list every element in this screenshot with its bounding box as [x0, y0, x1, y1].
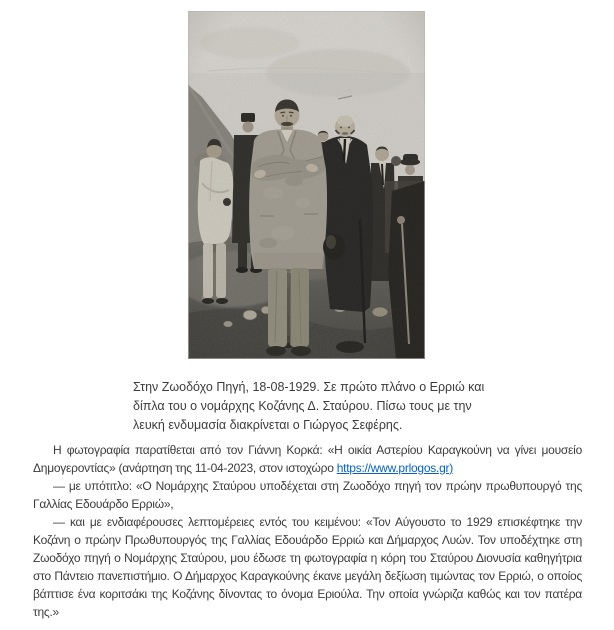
prlogos-link[interactable]: https://www.prlogos.gr) [336, 461, 454, 475]
photo-caption [133, 378, 543, 435]
historical-photo-art [188, 11, 425, 359]
article-body [33, 441, 582, 621]
paragraph-photo-source [33, 441, 582, 477]
paragraph-photo-source-text: Η φωτογραφία παρατίθεται από τον Γιάννη Κορκά: «Η οικία Αστερίου Καραγκούνη να γίνει μουσείο Δημογεροντίας» (ανάρτηση της 11-04-2023, στον ιστοχώρο [33, 443, 582, 475]
historical-photo [188, 11, 425, 359]
paragraph-details: — και με ενδιαφέρουσες λεπτομέρειες εντός του κειμένου: «Τον Αύγουστο το 1929 επισκέφτηκε την Κοζάνη ο πρώην Πρωθυπουργός της Γαλλίας Εδουάρδο Ερριώ και Δήμαρχος Λυών. Τον υποδέχτηκε στη Ζωοδόχο πηγή ο Νομάρχης Σταύρου, μου έδωσε τη φωτογραφία η κόρη του Σταύρου Διονυσία καθηγήτρια στο Πάντειο πανεπιστήμιο. Ο Δήμαρχος Καραγκούνης έκανε μεγάλη δεξίωση τιμώντας τον Ερριώ, ο οποίος βάπτισε ένα κοριτσάκι της Κοζάνης δίνοντας το όνομα Εριούλα. Την οποία γνώριζα καθώς και τον πατέρα της.» [33, 515, 582, 619]
paragraph-subtitle: — με υπότιτλο: «Ο Νομάρχης Σταύρου υποδέχεται στη Ζωοδόχο πηγή τον πρώην πρωθυπουργό της Γαλλίας Εδουάρδο Ερριώ», [33, 479, 582, 511]
caption-line: Στην Ζωοδόχο Πηγή, 18-08-1929. Σε πρώτο πλάνο ο Ερριώ και [133, 380, 485, 394]
caption-line: δίπλα του ο νομάρχης Κοζάνης Δ. Σταύρου. Πίσω τους με την [133, 399, 472, 413]
caption-line: λευκή ενδυμασία διακρίνεται ο Γιώργος Σεφέρης. [133, 418, 403, 432]
